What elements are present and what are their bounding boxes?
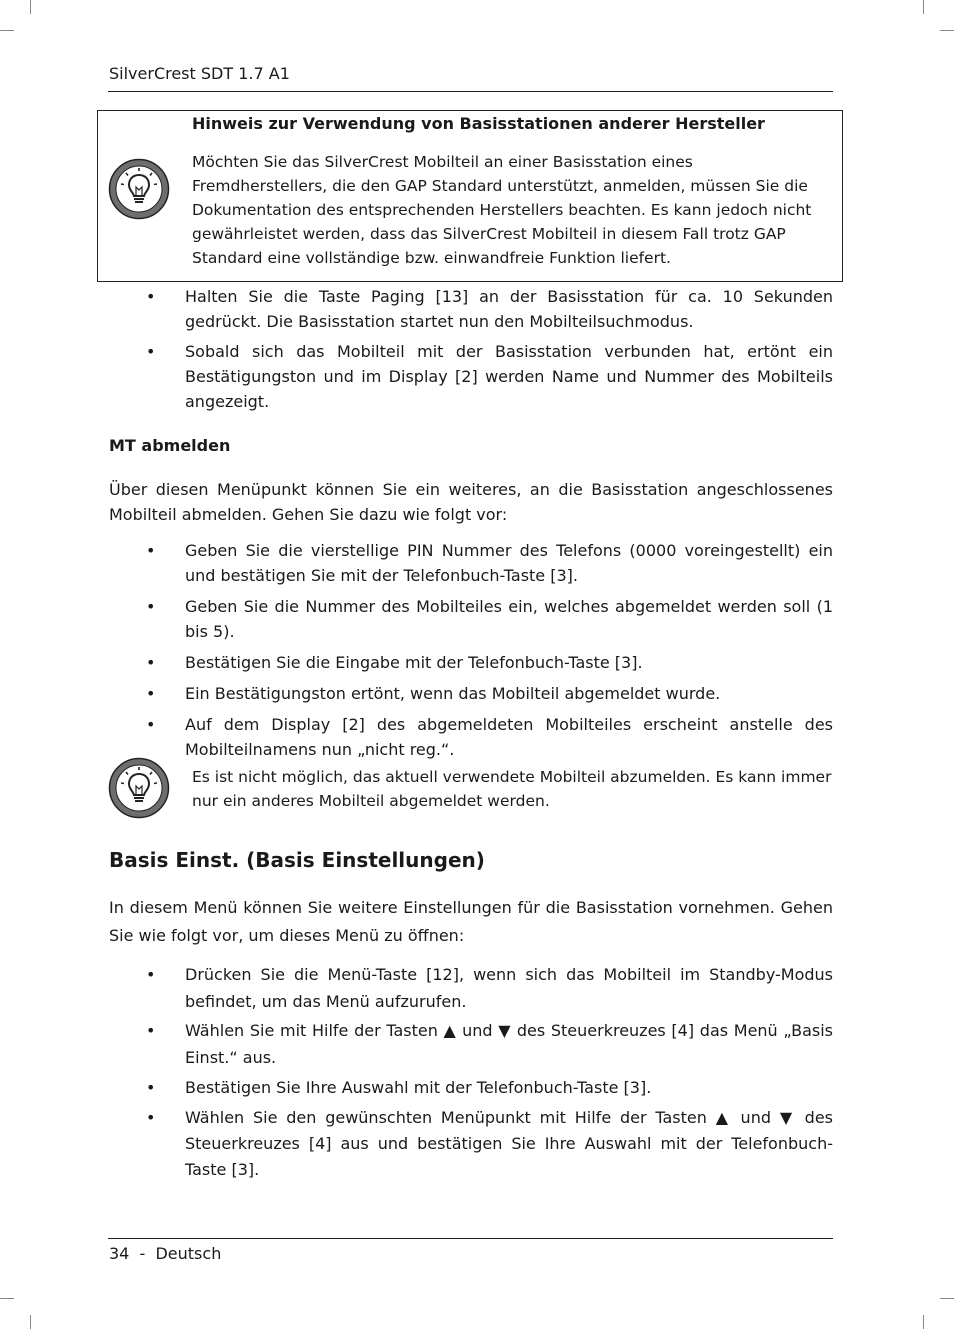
note-text: Möchten Sie das SilverCrest Mobilteil an einer Basisstation eines Fremdherstellers, die den GAP Standard unterstützt, anmelden, müssen Sie die Dokumentation des entsprechenden Herstellers beachten. Es kann jedoch nicht gewährleistet werden, dass das SilverCrest Mobilteil in diesem Fall trotz GAP Standard eine vollständige bzw. einwandfreie Funktion liefert. bbox=[192, 153, 812, 267]
crop-mark bbox=[940, 30, 954, 31]
crop-mark bbox=[923, 0, 924, 14]
section-heading: MT abmelden bbox=[109, 436, 231, 455]
page-header: SilverCrest SDT 1.7 A1 bbox=[109, 64, 290, 83]
list-item: • Bestätigen Sie Ihre Auswahl mit der Telefonbuch-Taste [3]. bbox=[0, 1075, 954, 1100]
crop-mark bbox=[940, 1298, 954, 1299]
bullet-list bbox=[0, 284, 954, 414]
list-item: • Ein Bestätigungston ertönt, wenn das Mobilteil abgemeldet wurde. bbox=[0, 681, 954, 706]
bullet-list bbox=[0, 961, 954, 1183]
header-rule bbox=[108, 91, 833, 92]
page-footer: 34 - Deutsch bbox=[109, 1244, 222, 1263]
footer-rule bbox=[108, 1238, 833, 1239]
list-item: • Wählen Sie mit Hilfe der Tasten ▲ und ▼ des Steuerkreuzes [4] das Menü „Basis Einst.“ aus. bbox=[0, 1017, 954, 1071]
crop-mark bbox=[30, 0, 31, 14]
list-item: • Auf dem Display [2] des abgemeldeten Mobilteiles erscheint anstelle des Mobilteilnamens nun „nicht reg.“. bbox=[0, 712, 954, 762]
list-item: • Halten Sie die Taste Paging [13] an der Basisstation für ca. 10 Sekunden gedrückt. Die Basisstation startet nun den Mobilteilsuchmodus. bbox=[0, 284, 954, 334]
section-heading: Basis Einst. (Basis Einstellungen) bbox=[109, 848, 485, 872]
bullet-list bbox=[0, 538, 954, 762]
list-item: • Drücken Sie die Menü-Taste [12], wenn sich das Mobilteil im Standby-Modus befindet, um das Menü aufzurufen. bbox=[0, 961, 954, 1015]
lightbulb-icon bbox=[108, 757, 170, 819]
crop-mark bbox=[0, 1298, 14, 1299]
list-item: • Wählen Sie den gewünschten Menüpunkt mit Hilfe der Tasten ▲ und ▼ des Steuerkreuzes [4] aus und bestätigen Sie Ihre Auswahl mit der Telefonbuch-Taste [3]. bbox=[0, 1105, 954, 1183]
crop-mark bbox=[30, 1315, 31, 1329]
note-title: Hinweis zur Verwendung von Basisstationen anderer Hersteller bbox=[192, 114, 765, 133]
crop-mark bbox=[923, 1315, 924, 1329]
list-item: • Bestätigen Sie die Eingabe mit der Telefonbuch-Taste [3]. bbox=[0, 650, 954, 675]
crop-mark bbox=[0, 30, 14, 31]
note-text: Es ist nicht möglich, das aktuell verwendete Mobilteil abzumelden. Es kann immer nur ein anderes Mobilteil abgemeldet werden. bbox=[192, 768, 832, 810]
list-item: • Geben Sie die vierstellige PIN Nummer des Telefons (0000 voreingestellt) ein und bestätigen Sie mit der Telefonbuch-Taste [3]. bbox=[0, 538, 954, 588]
section-intro: Über diesen Menüpunkt können Sie ein weiteres, an die Basisstation angeschlossenes Mobilteil abmelden. Gehen Sie dazu wie folgt vor: bbox=[109, 480, 833, 524]
lightbulb-icon bbox=[108, 158, 170, 220]
section-intro: In diesem Menü können Sie weitere Einstellungen für die Basisstation vornehmen. Gehen Sie wie folgt vor, um dieses Menü zu öffnen: bbox=[109, 898, 833, 945]
list-item: • Sobald sich das Mobilteil mit der Basisstation verbunden hat, ertönt ein Bestätigungston und im Display [2] werden Name und Nummer des Mobilteils angezeigt. bbox=[0, 339, 954, 414]
list-item: • Geben Sie die Nummer des Mobilteiles ein, welches abgemeldet werden soll (1 bis 5). bbox=[0, 594, 954, 644]
